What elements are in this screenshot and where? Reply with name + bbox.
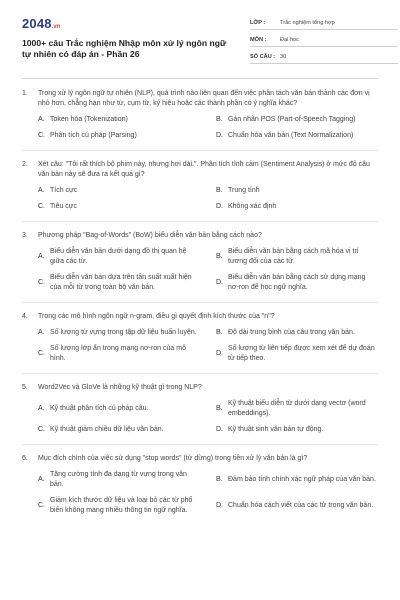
answer-option[interactable] (216, 186, 378, 196)
question-divider (22, 221, 378, 222)
question-number: 2. (22, 161, 28, 168)
option-text: Kỹ thuật sinh văn bản tự động. (228, 426, 324, 433)
answer-option[interactable] (38, 247, 200, 267)
answer-option[interactable] (216, 202, 378, 212)
answer-option[interactable] (38, 496, 200, 516)
option-text: Kỹ thuật biểu diễn từ dưới dạng vectơ (word embeddings). (228, 400, 366, 417)
question-text (22, 231, 378, 241)
question-item (22, 89, 378, 151)
option-text: Phân tích cú pháp (Parsing) (50, 132, 137, 139)
answer-option[interactable] (38, 202, 200, 212)
meta-value: Đại học (280, 36, 299, 43)
document-header (22, 14, 378, 72)
question-number: 3. (22, 232, 28, 239)
answer-options (22, 328, 378, 364)
question-item (22, 231, 378, 303)
option-text: Không xác định (228, 203, 277, 210)
question-item (22, 312, 378, 374)
answer-option[interactable] (38, 425, 200, 435)
answer-options (22, 247, 378, 293)
question-item (22, 383, 378, 445)
answer-option[interactable] (216, 328, 378, 338)
option-letter: A. (38, 187, 45, 194)
answer-option[interactable] (38, 273, 200, 293)
option-letter: B. (216, 187, 223, 194)
option-text: Gán nhãn POS (Part-of-Speech Tagging) (228, 116, 356, 123)
option-letter: B. (216, 329, 223, 336)
question-body: Mục đích chính của việc sử dụng "stop words" (từ dừng) trong tiền xử lý văn bản là gì? (38, 455, 308, 462)
question-text (22, 89, 378, 109)
question-body: Phương pháp "Bag-of-Words" (BoW) biểu diễn văn bản bằng cách nào? (38, 232, 262, 239)
option-text: Biểu diễn văn bản dựa trên tần suất xuất hiện của mỗi từ trong toàn bộ văn bản. (50, 274, 192, 291)
option-letter: A. (38, 405, 45, 412)
option-text: Tăng cường tính đa dạng từ vựng trong văn bản. (50, 471, 187, 488)
option-text: Giảm kích thước dữ liệu và loại bỏ các từ phổ biến không mang nhiều thông tin ngữ nghĩa. (50, 497, 193, 514)
meta-label: LỚP : (250, 19, 266, 26)
meta-info (250, 16, 398, 67)
option-letter: B. (216, 253, 223, 260)
answer-option[interactable] (38, 131, 200, 141)
option-text: Số lượng từ vựng trong tập dữ liệu huấn luyện. (50, 329, 197, 336)
option-letter: C. (38, 350, 45, 357)
answer-option[interactable] (216, 115, 378, 125)
question-body: Trong các mô hình ngôn ngữ n-gram, điều gì quyết định kích thước của "n"? (38, 313, 275, 320)
option-letter: C. (38, 132, 45, 139)
option-letter: A. (38, 329, 45, 336)
question-divider (22, 373, 378, 374)
answer-option[interactable] (216, 131, 378, 141)
answer-options (22, 186, 378, 212)
question-number: 6. (22, 455, 28, 462)
option-letter: A. (38, 476, 45, 483)
question-body: Xét câu: "Tôi rất thích bộ phim này, nhưng hơi dài.". Phân tích tình cảm (Sentiment Analysis) ở mức độ câu văn bản này sẽ đưa ra kết quả gì? (38, 161, 370, 178)
option-text: Đảm bảo tính chính xác ngữ pháp của văn bản. (228, 476, 376, 483)
option-text: Biểu diễn văn bản bằng cách mã hóa vị trí tương đối của các từ. (228, 248, 359, 265)
meta-row-subject (250, 33, 398, 47)
answer-option[interactable] (38, 399, 200, 419)
answer-option[interactable] (216, 425, 378, 435)
meta-value: 30 (280, 53, 287, 60)
question-list (22, 89, 378, 516)
answer-options (22, 399, 378, 435)
question-body: Trong xử lý ngôn ngữ tự nhiên (NLP), quá trình nào liên quan đến việc phân tách văn bản thành các đơn vị nhỏ hơn, chẳng hạn như từ, cụm từ, ký hiệu hoặc các thành phần có ý nghĩa khác? (38, 90, 370, 107)
option-text: Tiêu cực (50, 203, 77, 210)
option-letter: D. (216, 132, 223, 139)
option-text: Độ dài trung bình của câu trong văn bản. (228, 329, 355, 336)
site-logo[interactable] (22, 16, 60, 31)
option-text: Biểu diễn văn bản bằng cách sử dụng mạng nơ-ron để học ngữ nghĩa. (228, 274, 366, 291)
option-text: Biểu diễn văn bản dưới dạng đồ thị quan hệ giữa các từ. (50, 248, 187, 265)
option-letter: A. (38, 116, 45, 123)
option-text: Chuẩn hóa văn bản (Text Normalization) (228, 132, 354, 139)
meta-label: MÔN : (250, 36, 267, 43)
option-letter: D. (216, 203, 223, 210)
option-text: Chuẩn hóa cách viết của các từ trong văn bản. (228, 502, 374, 509)
option-letter: D. (216, 502, 223, 509)
answer-option[interactable] (38, 328, 200, 338)
meta-row-count (250, 50, 398, 64)
answer-options (22, 115, 378, 141)
answer-option[interactable] (216, 496, 378, 516)
option-text: Trung tính (228, 187, 260, 194)
option-letter: D. (216, 426, 223, 433)
question-number: 1. (22, 90, 28, 97)
question-item (22, 160, 378, 222)
meta-label: SỐ CÂU : (250, 53, 276, 60)
option-text: Kỹ thuật giảm chiều dữ liệu văn bản. (50, 426, 164, 433)
option-text: Token hóa (Tokenization) (50, 116, 128, 123)
option-letter: D. (216, 350, 223, 357)
answer-option[interactable] (38, 115, 200, 125)
answer-option[interactable] (216, 470, 378, 490)
header-divider (22, 78, 378, 79)
page-title: 1000+ câu Trắc nghiệm Nhập môn xử lý ngôn ngữ tự nhiên có đáp án - Phần 26 (22, 38, 227, 59)
question-text (22, 312, 378, 322)
answer-option[interactable] (38, 186, 200, 196)
answer-option[interactable] (38, 470, 200, 490)
question-item (22, 454, 378, 516)
question-number: 5. (22, 384, 28, 391)
question-text (22, 160, 378, 180)
option-letter: B. (216, 116, 223, 123)
answer-option[interactable] (216, 344, 378, 364)
option-letter: D. (216, 279, 223, 286)
option-letter: B. (216, 476, 223, 483)
option-letter: A. (38, 253, 45, 260)
option-text: Số lượng lớp ẩn trong mạng nơ-ron của mô hình. (50, 345, 186, 362)
option-letter: C. (38, 426, 45, 433)
question-divider (22, 444, 378, 445)
logo-tld: .vn (51, 24, 61, 30)
question-divider (22, 302, 378, 303)
option-text: Số lượng từ liên tiếp được xem xét để dự đoán từ tiếp theo. (228, 345, 375, 362)
question-text (22, 454, 378, 464)
logo-number: 2048 (22, 16, 52, 31)
option-text: Tích cực (50, 187, 78, 194)
option-letter: C. (38, 502, 45, 509)
question-text (22, 383, 378, 393)
question-number: 4. (22, 313, 28, 320)
answer-option[interactable] (216, 273, 378, 293)
option-letter: B. (216, 405, 223, 412)
meta-value: Trắc nghiệm tổng hợp (280, 19, 335, 26)
question-divider (22, 150, 378, 151)
answer-options (22, 470, 378, 516)
option-text: Kỹ thuật phân tích cú pháp câu. (50, 405, 149, 412)
answer-option[interactable] (38, 344, 200, 364)
option-letter: C. (38, 203, 45, 210)
answer-option[interactable] (216, 399, 378, 419)
meta-row-class (250, 16, 398, 30)
question-body: Word2Vec và GloVe là những kỹ thuật gì trong NLP? (38, 384, 202, 391)
answer-option[interactable] (216, 247, 378, 267)
option-letter: C. (38, 279, 45, 286)
